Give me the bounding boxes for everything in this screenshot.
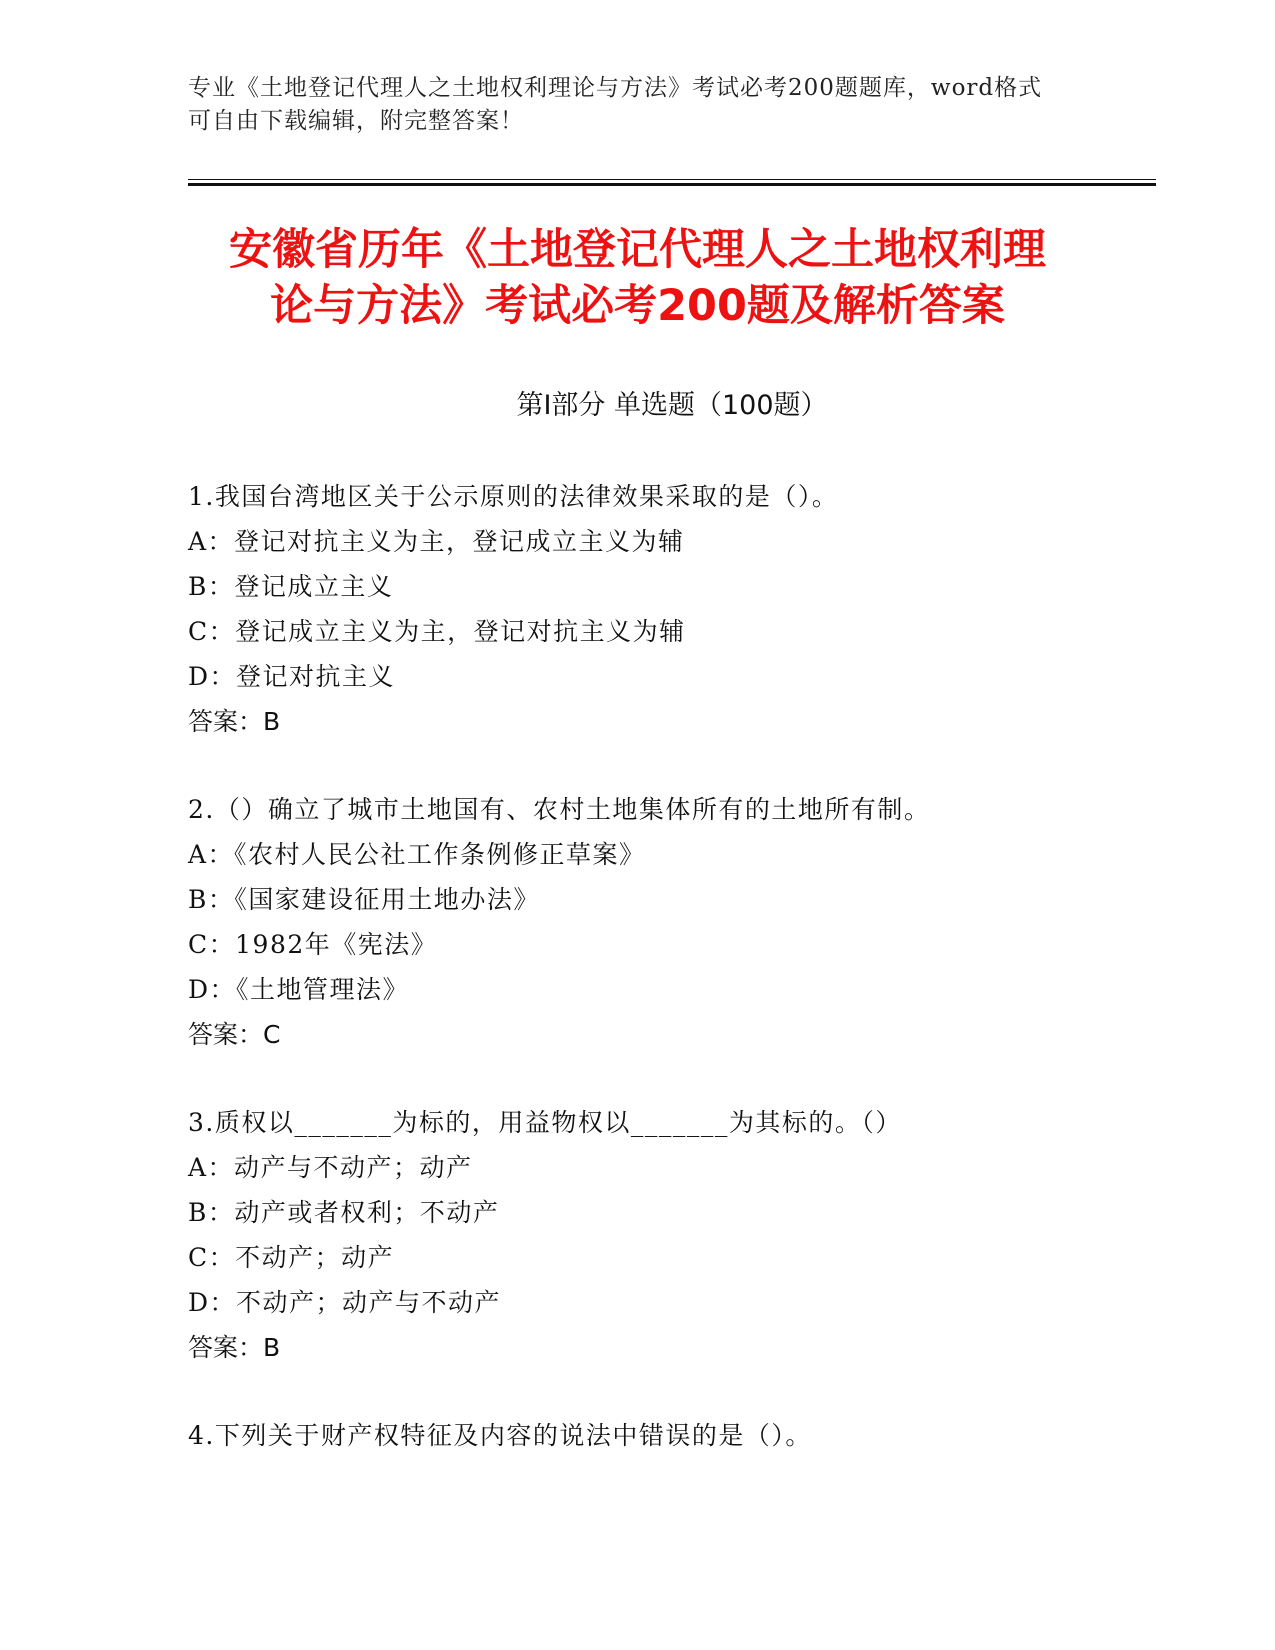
header-divider-thin [188,179,1156,180]
section-heading: 第I部分 单选题（100题） [516,390,828,421]
question-stem: 1.我国台湾地区关于公示原则的法律效果采取的是（）。 [188,482,839,511]
header-divider-thick [188,183,1156,186]
document-title [120,222,1155,334]
option-a: A：《农村人民公社工作条例修正草案》 [188,840,646,869]
answer-label: 答案：B [188,1333,281,1362]
option-a: A：动产与不动产；动产 [188,1153,473,1182]
question-item [188,1413,1156,1458]
title-line-1: 安徽省历年《土地登记代理人之土地权利理 [229,225,1046,275]
option-b: B：《国家建设征用土地办法》 [188,885,540,914]
question-item [188,1100,1156,1370]
option-c: C：1982年《宪法》 [188,930,438,959]
option-c: C：不动产；动产 [188,1243,395,1272]
option-a: A：登记对抗主义为主，登记成立主义为辅 [188,527,685,556]
document-intro [188,72,1088,138]
option-d: D：登记对抗主义 [188,662,396,691]
option-d: D：不动产；动产与不动产 [188,1288,502,1317]
intro-line-2: 可自由下载编辑，附完整答案！ [188,108,524,134]
option-c: C：登记成立主义为主，登记对抗主义为辅 [188,617,686,646]
question-stem: 4.下列关于财产权特征及内容的说法中错误的是（）。 [188,1421,812,1450]
question-stem: 3.质权以_______为标的，用益物权以_______为其标的。（） [188,1108,902,1137]
option-d: D：《土地管理法》 [188,975,410,1004]
question-stem: 2.（）确立了城市土地国有、农村土地集体所有的土地所有制。 [188,795,931,824]
option-b: B：动产或者权利；不动产 [188,1198,500,1227]
answer-label: 答案：B [188,707,281,736]
question-item [188,474,1156,744]
intro-line-1: 专业《土地登记代理人之土地权利理论与方法》考试必考200题题库，word格式 [188,75,1043,101]
answer-label: 答案：C [188,1020,281,1049]
title-line-2: 论与方法》考试必考200题及解析答案 [270,281,1005,331]
question-item [188,787,1156,1057]
question-list [188,474,1156,1501]
option-b: B：登记成立主义 [188,572,394,601]
